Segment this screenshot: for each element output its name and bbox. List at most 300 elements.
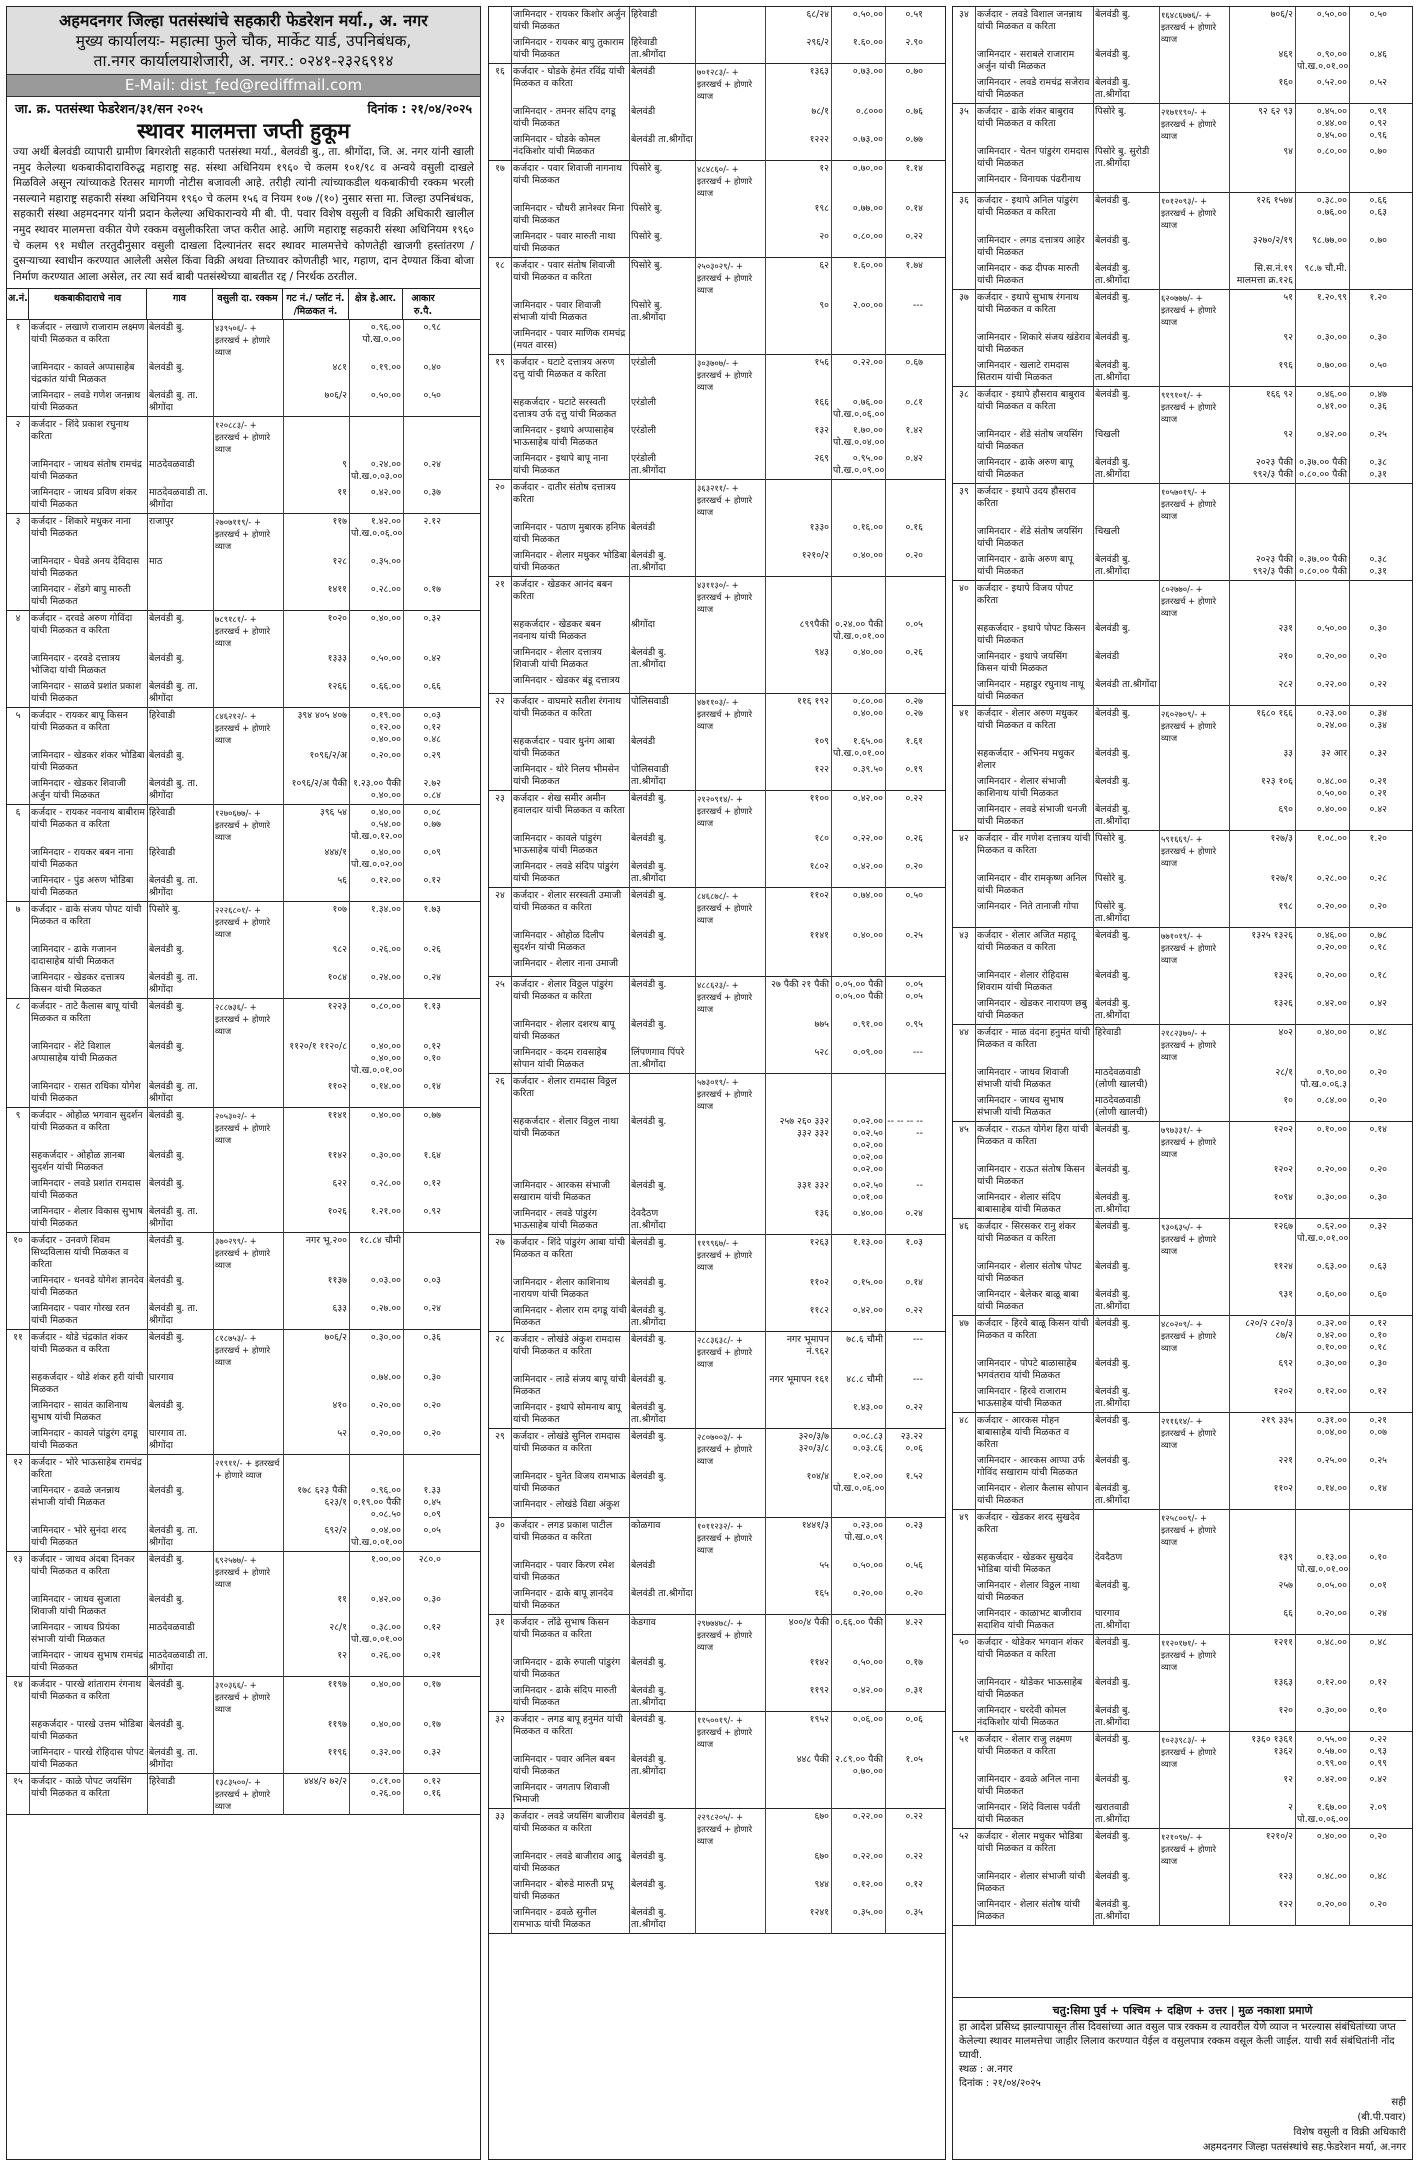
entry-serial: २२	[495, 696, 505, 707]
cell-amount	[695, 1849, 765, 1877]
list-item	[7, 514, 480, 611]
cell-area: ०.५०.००	[370, 653, 401, 665]
cell-village: बेलवंडी बु.	[631, 1657, 667, 1668]
cell-village: बेलवंडी बु.	[1095, 9, 1131, 20]
cell-akar: ०.५०	[423, 390, 441, 402]
table-row	[489, 888, 945, 928]
cell-amount: २७०७११९/- + इतरखर्च + होणारे व्याज	[215, 517, 271, 552]
cell-gat: १०२६	[327, 1206, 347, 1218]
entry-serial	[489, 1178, 511, 1206]
table-row	[489, 161, 945, 201]
list-item	[7, 805, 480, 902]
cell-name: जामिनदार - हिरवे राजाराम भाऊसाहेब यांची मिळकत	[977, 1386, 1067, 1409]
cell-area	[1295, 581, 1349, 621]
cell-area: ०.७०.००	[1316, 360, 1347, 371]
table-row	[489, 258, 945, 298]
cell-village: बेलवंडी बु.	[149, 1041, 185, 1053]
cell-village: कोळगाव	[631, 1520, 661, 1531]
table-row	[489, 1905, 945, 1933]
cell-name: जामिनदार - पवार मारुती नाथा यांची मिळकत	[513, 231, 616, 254]
cell-area: ०.२३.०० पो.ख.०.०९	[844, 1520, 883, 1543]
entry-serial	[489, 423, 511, 451]
cell-akar: ०.९१ ०.९२ ०.९६	[1369, 106, 1387, 141]
cell-village: पिसोरे बु.	[631, 203, 663, 214]
cell-village: हिरेवाडी	[631, 9, 658, 20]
cell-village: बेलवंडी बु.	[631, 1180, 667, 1191]
cell-amount: ५९१६६९/- + इतरखर्च + होणारे व्याज	[1161, 834, 1217, 868]
table-row	[489, 1275, 945, 1303]
cell-gat: १२६७	[1273, 1221, 1293, 1232]
table-row	[953, 172, 1412, 192]
cell-name: जामिनदार - शेलार संतोष यांची मिळकत	[977, 1899, 1081, 1922]
cell-area: ०.२६.००	[370, 1650, 401, 1662]
cell-gat: नगर भू.२००	[305, 1235, 347, 1247]
footer-place: स्थळ : अ.नगर	[959, 2064, 1013, 2075]
cell-amount	[695, 1206, 765, 1234]
entry-serial: ४१	[959, 708, 969, 719]
table-row	[489, 928, 945, 956]
cell-name: कर्जदार - इथापे उदय हौसराव करिता	[977, 486, 1076, 509]
cell-akar: ०.१२	[423, 875, 441, 887]
cell-akar: ०.२०	[423, 1400, 441, 1412]
cell-village: बेलवंडी बु.	[149, 750, 185, 762]
cell-name: कर्जदार - लखाणे राजाराम लक्ष्मण यांची मिळकत व करिता	[31, 322, 145, 346]
cell-amount	[695, 298, 765, 326]
cell-amount	[213, 776, 283, 804]
cell-area: ०.१३.०० पो.ख.०.०१.००	[1297, 1552, 1349, 1575]
entry-serial	[489, 762, 511, 790]
list-item	[7, 999, 480, 1108]
cell-name: जामिनदार - शेलार मधुकर भोडिबा यांची मिळकत	[513, 550, 627, 573]
cell-area: १.०२.०० पो.ख.०.०६.००	[833, 1471, 885, 1494]
cell-village: बेलवंडी बु.	[631, 1879, 667, 1890]
cell-akar: ---	[912, 1334, 923, 1345]
table-row	[953, 1413, 1412, 1453]
list-item	[489, 355, 945, 480]
cell-gat: १२६ १५७४	[1256, 195, 1293, 206]
table-row	[953, 455, 1412, 483]
cell-akar: २.०९	[1369, 1802, 1387, 1813]
cell-gat: ११९७	[327, 1679, 347, 1691]
cell-name: कर्जदार - शिकारे मधुकर नाना यांची मिळकत	[31, 516, 131, 540]
table-row	[489, 395, 945, 423]
cell-area: ०.३१.०० ०.०४.००	[1316, 1415, 1347, 1438]
cell-name: कर्जदार - शेलार विठ्ठल पांडुरंग यांची मिळकत व करिता	[513, 979, 614, 1002]
table-row	[489, 1303, 945, 1331]
table-row	[7, 1398, 480, 1426]
cell-area: ०.१२.००	[1316, 1386, 1347, 1397]
cell-akar: ०.२४	[1369, 1608, 1387, 1619]
cell-amount: २५०३०२९/- + इतरखर्च + होणारे व्याज	[697, 261, 753, 295]
cell-village: बेलवंडी बु.	[149, 1001, 185, 1013]
cell-village: बेलवंडी बु.	[1095, 389, 1131, 400]
list-item	[953, 1025, 1412, 1122]
table-row	[953, 524, 1412, 552]
cell-area: ०.८०.००	[852, 231, 883, 242]
cell-amount	[1159, 1384, 1229, 1412]
reference-line	[7, 97, 480, 117]
table-row	[489, 451, 945, 479]
cell-akar: ०.७७	[905, 134, 923, 145]
cell-name: सहकर्जदार - ओहोळ ज्ञानबा सुदर्शन यांची मिळकत	[31, 1150, 125, 1174]
cell-area: ०.२४.०० पो.ख.०.०३.००	[351, 459, 403, 483]
cell-village: बेलवंडी बु. ता.श्रीगोंदा	[1095, 804, 1131, 827]
cell-village: बेलवंडी बु.	[149, 1332, 185, 1344]
table-row	[953, 706, 1412, 746]
cell-village: बेलवंडी बु.	[631, 1811, 667, 1822]
list-item	[7, 1774, 480, 1815]
cell-gat: नगर भूमापन नं.९६२	[786, 1334, 829, 1357]
entry-serial	[489, 1372, 511, 1400]
cell-name: जामिनदार - लवडे रामचंद्र सजेराव यांची मिळकत	[977, 77, 1090, 100]
list-item	[7, 611, 480, 708]
table-row	[7, 1176, 480, 1204]
cell-village: बेलवंडी बु.	[631, 1431, 667, 1442]
cell-gat: ४०२	[1278, 1027, 1293, 1038]
table-row	[7, 970, 480, 998]
cell-gat: २१९ ३३५	[1261, 1415, 1293, 1426]
table-row	[7, 1592, 480, 1620]
cell-gat	[765, 480, 831, 520]
cell-area: ०.२२.००	[1316, 679, 1347, 690]
cell-amount	[695, 395, 765, 423]
cell-amount	[1159, 1550, 1229, 1578]
cell-area: ०.०९.००	[852, 1047, 883, 1058]
cell-village: बेलवंडी बु. ता.श्रीगोंदा	[631, 1685, 667, 1708]
cell-area: ०.१५.००	[852, 1277, 883, 1288]
cell-village: माठदेवळवाडी ता. श्रीगोंदा	[149, 1650, 209, 1674]
intro-paragraph: ज्या अर्थी बेलवंडी व्यापारी ग्रामीण बिगरशेती सहकारी पतसंस्था मर्या., बेलवंडी बु., ता. श्रीगोंदा, जि. अ. नगर यांनी खाली नमुद केलेल्या थकबाकीदाराविरुद्ध महाराष्ट्र सह. संस्था अधिनियम १९६० चे कलम १०१/९८ व अन्वये वसुली दाखले मिळविले असून त्यांच्याकडे रितसर मागणी नोटीस बजावली आहे. तरीही त्यांनी त्यांच्याकडील थकबाकीची रक्कम भरली नसल्याने महाराष्ट्र सहकारी संस्था अधिनियम १९६० चे कलम १५६ व नियम १०७ /(१०) नुसार सत्ता मा. जिल्हा उपनिबंधक, सहकारी संस्था अहमदनगर यांनी प्रदान केलेल्या अधिकारान्वये मी बी. पी. पवार विशेष वसुली व विक्री अधिकारी खालील नमुद स्थावर मालमत्ता वकीत येणे रक्कम वसुलीकरिता जप्त करीत आहे. आणि महाराष्ट्र सहकारी संस्था अधिनियम १९६० चे कलम ९१ मधील तरतुदीनुसार वसुली दाखला दिल्यानंतर सदर स्थावर मालमत्तेचे कोणतेही खाजगी हस्तांतरण / दुसऱ्याच्या स्वाधीन करण्यात आलेली असेल किंवा विक्री अथवा तिच्यावर कोणतीही भार, गहाण, दान देण्यात किंवा बोजा निर्माण करण्यात आला असेल, तर त्या सर्व बाबी पतसंस्थेच्या बाबतीत रद्द / निरर्थक ठरतील.	[13, 146, 474, 283]
cell-village: बेलवंडी बु.	[1095, 1831, 1131, 1842]
cell-village: देवदैठण	[1095, 1552, 1123, 1563]
cell-gat: ४४८ पैकी	[796, 1754, 829, 1765]
cell-name: कर्जदार - लगड बापू हनुमंत यांची मिळकत व करिता	[513, 1714, 623, 1737]
cell-area: ०.४८.००	[1316, 1871, 1347, 1882]
entry-serial: ३७	[959, 292, 969, 303]
cell-area: ०.४०.००	[370, 613, 401, 625]
cell-name: जामिनदार - शेलार दशरथ बापू यांची मिळकत	[513, 1019, 615, 1042]
cell-village: बेलवंडी बु.	[149, 1719, 185, 1731]
cell-area: ७८.६ चौमी	[846, 1334, 883, 1345]
entry-serial: २८	[495, 1334, 505, 1345]
cell-area: ०.४२.००	[1316, 998, 1347, 1009]
cell-gat: ४८१	[332, 362, 347, 374]
cell-akar: ०.३०	[1369, 332, 1387, 343]
table-row	[953, 1606, 1412, 1634]
cell-akar: ०.६६	[423, 681, 441, 693]
cell-amount: १२१०९७/- + इतरखर्च + होणारे व्याज	[1161, 1832, 1217, 1866]
cell-amount	[213, 582, 283, 610]
cell-akar: ०.४२	[423, 653, 441, 665]
table-row	[489, 1372, 945, 1400]
cell-akar: ०.१७	[423, 584, 441, 596]
cell-akar: ०.२२	[1369, 679, 1387, 690]
entry-serial: ३९	[959, 486, 969, 497]
cell-amount	[695, 831, 765, 859]
cell-amount	[1159, 1162, 1229, 1190]
cell-area: ०.५०.००	[852, 9, 883, 20]
cell-amount: २९७७४७८/- + इतरखर्च + होणारे व्याज	[697, 1618, 753, 1652]
cell-gat: ९२ ६२ ९३	[1258, 106, 1293, 117]
cell-village: बेलवंडी बु.	[631, 833, 667, 844]
cell-amount: ३७०२९९/- + इतरखर्च + होणारे व्याज	[215, 1236, 271, 1271]
cell-area: १.४२.०० पो.ख.०.०६.००	[351, 516, 403, 540]
cell-village: बेलवंडी बु. ता.श्रीगोंदा	[631, 861, 667, 884]
cell-akar: ०.२२	[905, 231, 923, 242]
cell-gat: ७८/१	[811, 106, 829, 117]
cell-gat: १९८	[814, 203, 829, 214]
cell-name: जामिनदार - जाधव सुभाष रामचंद्र यांची मिळकत	[31, 1650, 144, 1674]
cell-area: ९८.७ चौ.मी.	[1304, 263, 1347, 274]
table-row	[7, 320, 480, 360]
cell-area: ०.४०.०० ०.५४.०० पो.ख.०.१२.००	[351, 807, 403, 843]
cell-gat: ९२	[1283, 332, 1293, 343]
entry-serial	[953, 996, 975, 1024]
cell-gat	[765, 1497, 831, 1517]
cell-area: १.१३.००	[852, 1237, 883, 1248]
table-body-1	[7, 320, 480, 1815]
cell-akar	[1349, 581, 1389, 621]
cell-amount	[695, 1303, 765, 1331]
table-row	[489, 791, 945, 831]
entry-serial	[489, 831, 511, 859]
cell-akar: ०.१४	[905, 1277, 923, 1288]
cell-gat: १२१०/२	[801, 550, 829, 561]
table-row	[953, 996, 1412, 1024]
cell-gat: ३९४ ४०५ ४०७	[297, 710, 347, 722]
entry-serial	[953, 1093, 975, 1121]
cell-amount: ७७१०१९/- + इतरखर्च + होणारे व्याज	[1161, 931, 1217, 965]
entry-serial	[489, 298, 511, 326]
cell-name: जामिनदार - कदम रावसाहेब सोपान यांची मिळकत	[513, 1047, 607, 1070]
cell-area: ०.४२.००	[852, 861, 883, 872]
cell-name: जामिनदार - लवडे गणेश जनन्नाथ यांची मिळकत	[31, 390, 141, 414]
cell-akar: ०.२०	[1369, 1095, 1387, 1106]
cell-amount: १०१२०९३/- + इतरखर्च + होणारे व्याज	[1161, 196, 1217, 230]
entry-serial	[7, 679, 29, 707]
cell-amount	[213, 1745, 283, 1773]
cell-village: बेलवंडी बु.	[149, 1594, 185, 1606]
entry-serial: ९	[15, 1110, 21, 1122]
entry-serial	[489, 1275, 511, 1303]
cell-akar: ०.२२	[905, 793, 923, 804]
entry-serial	[953, 1481, 975, 1509]
cell-gat: ११४२	[327, 1150, 347, 1162]
cell-gat: १२८	[332, 556, 347, 568]
cell-name: कर्जदार - लवडे जयसिंग बाजीराव यांची मिळकत व करिता	[513, 1811, 625, 1834]
cell-gat: ११८२	[809, 1305, 829, 1316]
cell-amount	[695, 229, 765, 257]
cell-gat: ११४१	[327, 1110, 347, 1122]
cell-area: ०.२६.००	[370, 944, 401, 956]
table-row	[953, 233, 1412, 261]
cell-area: ०.२२.००	[852, 1851, 883, 1862]
table-row	[7, 1204, 480, 1232]
cell-gat: ९३१	[1278, 1289, 1293, 1300]
cell-area: ०.१४.००	[1316, 1483, 1347, 1494]
cell-akar: ०.४२	[905, 453, 923, 464]
cell-akar: ०.२२	[905, 1305, 923, 1316]
cell-name: जामिनदार - खलाटे रामदास सितराम यांची मिळकत	[977, 360, 1070, 383]
cell-area: ०.१४.००	[370, 1081, 401, 1093]
table-row	[7, 845, 480, 873]
cell-village: हिरेवाडी	[149, 807, 176, 819]
cell-amount	[213, 457, 283, 485]
cell-gat	[765, 1074, 831, 1114]
cell-amount	[695, 1045, 765, 1073]
list-item	[953, 1829, 1412, 1926]
entry-serial: २०	[495, 482, 505, 493]
sign-label: सही	[1391, 2097, 1406, 2108]
cell-akar: ०.२०	[423, 1428, 441, 1440]
cell-akar: ०.१२	[1369, 1386, 1387, 1397]
entry-serial: १८	[495, 260, 505, 271]
cell-amount	[695, 928, 765, 956]
cell-akar: ०.५६	[905, 1560, 923, 1571]
entry-serial	[953, 802, 975, 830]
cell-akar: ०.३८ ०.३१	[1369, 554, 1387, 577]
cell-amount	[213, 1648, 283, 1676]
cell-akar: ०.१७	[905, 1657, 923, 1668]
cell-gat: ११७	[332, 516, 347, 528]
cell-gat: १३२६	[1273, 998, 1293, 1009]
cell-gat: २९६/२	[806, 37, 829, 48]
entry-serial	[489, 859, 511, 887]
entry-serial	[489, 132, 511, 160]
cell-area: ०.८०००	[855, 106, 883, 117]
entry-serial	[953, 47, 975, 75]
cell-name: जामिनदार - आरकस संभाजी सखाराम यांची मिळकत	[513, 1180, 611, 1203]
cell-name: जामिनदार - पवार शिवाजी संभाजी यांची मिळकत	[513, 300, 602, 323]
cell-name: कर्जदार - आरकस मोहन बाबासाहेब यांची मिळकत व करिता	[977, 1415, 1069, 1450]
cell-amount	[695, 1017, 765, 1045]
list-item	[489, 1809, 945, 1934]
cell-name: कर्जदार - रायकर बापू किसन यांची मिळकत व करिता	[31, 710, 128, 734]
cell-area: ०.१२.००	[852, 1879, 883, 1890]
cell-name: सहकर्जदार - खेडकर बबन नवनाथ यांची मिळकत	[513, 619, 601, 642]
cell-area: ०.२०.००	[1316, 970, 1347, 981]
table-row	[489, 831, 945, 859]
cell-akar: ०.१२	[1369, 1677, 1387, 1688]
cell-name: जामिनदार - शेलार दत्तात्रय शिवाजी यांची मिळकत	[513, 647, 602, 670]
cell-amount: ९३०६३५/- + इतरखर्च + होणारे व्याज	[1161, 1222, 1217, 1256]
cell-gat: ७०६/२	[324, 1332, 347, 1344]
cell-village: बेलवंडी बु. ता. श्रीगोंदा	[149, 1081, 198, 1105]
cell-area: ०.२७.००	[370, 1303, 401, 1315]
cell-village: बेलवंडी बु. ता. श्रीगोंदा	[149, 1303, 198, 1327]
cell-gat: १०७	[332, 904, 347, 916]
entry-serial	[7, 845, 29, 873]
cell-gat: ११०२	[327, 1081, 347, 1093]
cell-amount	[213, 485, 283, 513]
cell-village: पोलिसवाडी	[631, 696, 669, 707]
cell-akar: ---	[912, 1374, 923, 1385]
entry-serial: १५	[13, 1776, 23, 1788]
cell-name: कर्जदार - ओहोळ भगवान सुदर्शन यांची मिळकत व करिता	[31, 1110, 143, 1134]
cell-gat: ११२०/१ ११२०/८	[289, 1041, 347, 1053]
cell-gat: ८९९पैकी	[799, 619, 829, 630]
list-item	[953, 1510, 1412, 1635]
cell-gat	[283, 320, 349, 360]
cell-area: ०.४६.०० ०.२०.००	[1316, 930, 1347, 953]
cell-gat: १५६	[814, 357, 829, 368]
cell-village: हिरेवाडी	[149, 847, 176, 859]
cell-area: ०.०४.०० पो.ख.०.०१.००	[351, 1525, 403, 1549]
cell-name: जामिनदार - थोडेकर भाऊसाहेब यांची मिळकत	[977, 1677, 1083, 1700]
cell-name: जामिनदार - धनवडे योगेश ज्ञानदेव यांची मिळकत	[31, 1275, 144, 1299]
table-row	[953, 802, 1412, 830]
table-row	[489, 7, 945, 35]
list-item	[489, 1332, 945, 1429]
cell-gat: १८०	[814, 833, 829, 844]
cell-amount	[695, 1114, 765, 1178]
cell-village: बेलवंडी बु.	[149, 362, 185, 374]
cell-area: ०.८०.००	[370, 1001, 401, 1013]
cell-village: पिसोरे बु.	[149, 904, 181, 916]
cell-name: जामिनदार - ढाके अरुण बापू यांची मिळकत	[977, 554, 1073, 577]
table-body-3	[953, 7, 1412, 1926]
cell-village: बेलवंडी बु. ता.श्रीगोंदा	[1095, 360, 1131, 383]
entry-serial	[953, 1453, 975, 1481]
cell-village: घारगाव ता.श्रीगोंदा	[1095, 1608, 1130, 1631]
cell-akar: ०.२०	[1369, 651, 1387, 662]
table-row	[7, 1774, 480, 1814]
cell-village: एरंडोली	[631, 357, 657, 368]
cell-area: १.४३.००	[852, 1402, 883, 1413]
entry-serial	[7, 873, 29, 901]
cell-amount	[1159, 1606, 1229, 1634]
cell-village	[629, 1497, 695, 1517]
cell-name: जामिनदार - साळवे प्रशांत प्रकाश यांची मिळकत	[31, 681, 142, 705]
cell-gat: १६८० १६६	[1256, 708, 1293, 719]
cell-village: बेलवंडी बु. ता. श्रीगोंदा	[149, 681, 198, 705]
table-row	[489, 35, 945, 63]
cell-akar: २.९०	[905, 37, 923, 48]
cell-gat	[1229, 1510, 1295, 1550]
cell-name: जामिनदार - लगड दत्तात्रय आहेर यांची मिळकत	[977, 235, 1085, 258]
entry-serial	[953, 621, 975, 649]
entry-serial: २६	[495, 1076, 505, 1087]
cell-gat: १२२३	[327, 1001, 347, 1013]
cell-area	[1295, 1510, 1349, 1550]
cell-name: जामिनदार - पवार माणिक रामचंद्र (मयत वारस)	[513, 328, 626, 351]
cell-amount: ४३११३०/- + इतरखर्च + होणारे व्याज	[697, 580, 753, 614]
cell-amount	[1159, 75, 1229, 103]
cell-village: पिसोरे बु. ता.श्रीगोंदा	[1095, 901, 1130, 924]
entry-serial	[489, 734, 511, 762]
cell-gat: १४११	[327, 584, 347, 596]
cell-akar: ०.९२	[423, 1206, 441, 1218]
cell-village: हिरेवाडी	[1095, 1027, 1122, 1038]
cell-name: जामिनदार - काळाभट बाजीराव सदाशिव यांची मिळकत	[977, 1608, 1082, 1631]
cell-amount: १०२३९८३/- + इतरखर्च + होणारे व्याज	[1161, 1735, 1217, 1769]
entry-serial	[953, 1287, 975, 1315]
cell-gat: ४००/४ पैकी	[788, 1617, 829, 1628]
cell-akar: ०.१२ ०.१६	[423, 1776, 441, 1800]
cell-gat: ६९०	[1278, 804, 1293, 815]
cell-amount: ४८४८६०/- + इतरखर्च + होणारे व्याज	[697, 164, 753, 198]
cell-area	[349, 1455, 403, 1483]
cell-akar: ०.९८	[423, 322, 441, 334]
cell-area: ०.३५.००	[852, 1907, 883, 1918]
cell-akar: ०.५०	[1369, 360, 1387, 371]
table-header	[7, 288, 480, 320]
cell-gat: १२	[819, 163, 829, 174]
cell-area: ०.७६.०० पो.ख.०.०६.००	[833, 397, 885, 420]
entry-serial	[953, 75, 975, 103]
cell-name: जामिनदार - घरदेवी कोमल नंदकिशोर यांची मिळकत	[977, 1705, 1067, 1728]
cell-village: बेलवंडी बु.	[1095, 708, 1131, 719]
